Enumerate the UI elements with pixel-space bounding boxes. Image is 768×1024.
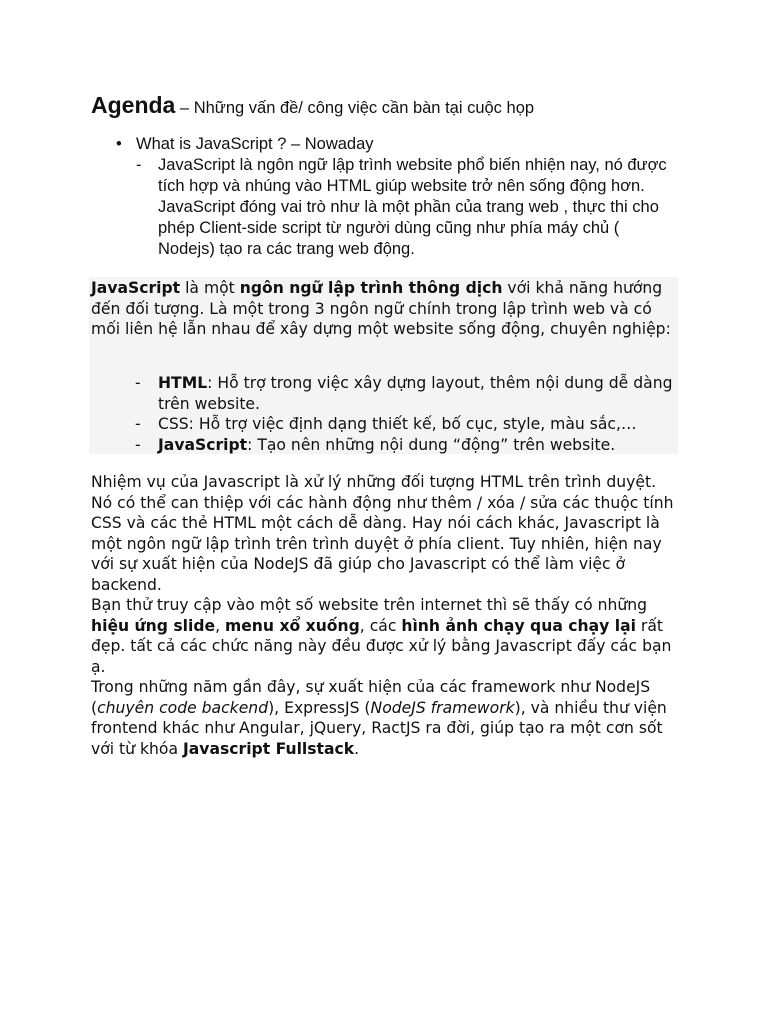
p2-bold-1: hiệu ứng slide: [91, 616, 216, 635]
tech-item-text: : Hỗ trợ trong việc xây dựng layout, thêm nội dung dễ dàng trên website.: [158, 374, 673, 413]
tech-item-text: CSS: Hỗ trợ việc định dạng thiết kế, bố cục, style, màu sắc,…: [158, 415, 637, 433]
tech-list: [91, 373, 681, 455]
p3-italic-1: chuyên code backend: [97, 698, 269, 717]
body-paragraph-3: [91, 677, 681, 759]
agenda-subtitle: – Những vấn đề/ công việc cần bàn tại cuộc họp: [175, 99, 535, 117]
intro-text-1: là một: [180, 279, 240, 297]
p2-text-1: Bạn thử truy cập vào một số website trên internet thì sẽ thấy có những: [91, 596, 648, 614]
p2-bold-2: menu xổ xuống: [224, 616, 360, 635]
bullet-dot-icon: •: [116, 135, 122, 153]
p3-bold-1: Javascript Fullstack: [182, 739, 355, 758]
agenda-heading: [91, 92, 731, 119]
p2-text-3: , các: [359, 616, 402, 635]
p2-text-4: rất đẹp. tất cả các chức năng này đều được xử lý bằng Javascript đấy các bạn ạ.: [91, 616, 672, 676]
p2-text-2: ,: [215, 616, 225, 635]
p3-text-2: ), ExpressJS (: [268, 698, 371, 717]
p3-text-3: ), và nhiều thư viện frontend khác như Angular, jQuery, RactJS ra đời, giúp tạo ra một cơn sốt với từ khóa: [91, 698, 667, 758]
body-text: [91, 472, 681, 759]
dash-icon: -: [135, 415, 141, 433]
p3-italic-2: NodeJS framework: [370, 698, 515, 717]
tech-item-javascript: [91, 435, 681, 456]
tech-item-bold: HTML: [158, 374, 208, 392]
body-paragraph-2: [91, 595, 681, 677]
bullet-list: [116, 134, 676, 260]
intro-bold-javascript: JavaScript: [91, 279, 181, 297]
p3-text-1: Trong những năm gần đây, sự xuất hiện của các framework như NodeJS (: [91, 678, 651, 717]
body-paragraph-1: Nhiệm vụ của Javascript là xử lý những đối tượng HTML trên trình duyệt. Nó có thể can thiệp với các hành động như thêm / xóa / sửa các thuộc tính CSS và các thẻ HTML một cách dễ dàng. Hay nói cách khác, Javascript là một ngôn ngữ lập trình trên trình duyệt ở phía client. Tuy nhiên, hiện nay với sự xuất hiện của NodeJS đã giúp cho Javascript có thể làm việc ở backend.: [91, 473, 674, 594]
intro-text-2: với khả năng hướng đến đối tượng. Là một trong 3 ngôn ngữ chính trong lập trình web và có mối liên hệ lẫn nhau để xây dựng một website sống động, chuyên nghiệp:: [91, 279, 671, 338]
bullet-text: What is JavaScript ? – Nowaday: [136, 135, 374, 153]
sub-bullet-text: JavaScript là ngôn ngữ lập trình website phổ biến nhiện nay, nó được tích hợp và nhúng vào HTML giúp website trở nên sống động hơn. JavaScript đóng vai trò như là một phần của trang web , thực thi cho phép Client-side script từ người dùng cũng như phía máy chủ ( Nodejs) tạo ra các trang web động.: [158, 156, 667, 258]
dash-icon: -: [135, 435, 141, 454]
bullet-item: [116, 134, 676, 155]
tech-item-css: [91, 414, 681, 435]
tech-item-html: [91, 373, 681, 414]
sub-bullet-item: [116, 155, 676, 260]
dash-icon: -: [136, 156, 142, 174]
intro-paragraph: [91, 278, 681, 340]
p2-bold-3: hình ảnh chạy qua chạy lại: [401, 616, 636, 635]
dash-icon: -: [135, 374, 141, 392]
tech-item-text: : Tạo nên những nội dung “động” trên website.: [247, 435, 616, 454]
agenda-title: Agenda: [91, 92, 176, 118]
intro-bold-phrase: ngôn ngữ lập trình thông dịch: [239, 279, 503, 297]
tech-item-bold: JavaScript: [158, 435, 248, 454]
p3-text-4: .: [354, 739, 360, 758]
